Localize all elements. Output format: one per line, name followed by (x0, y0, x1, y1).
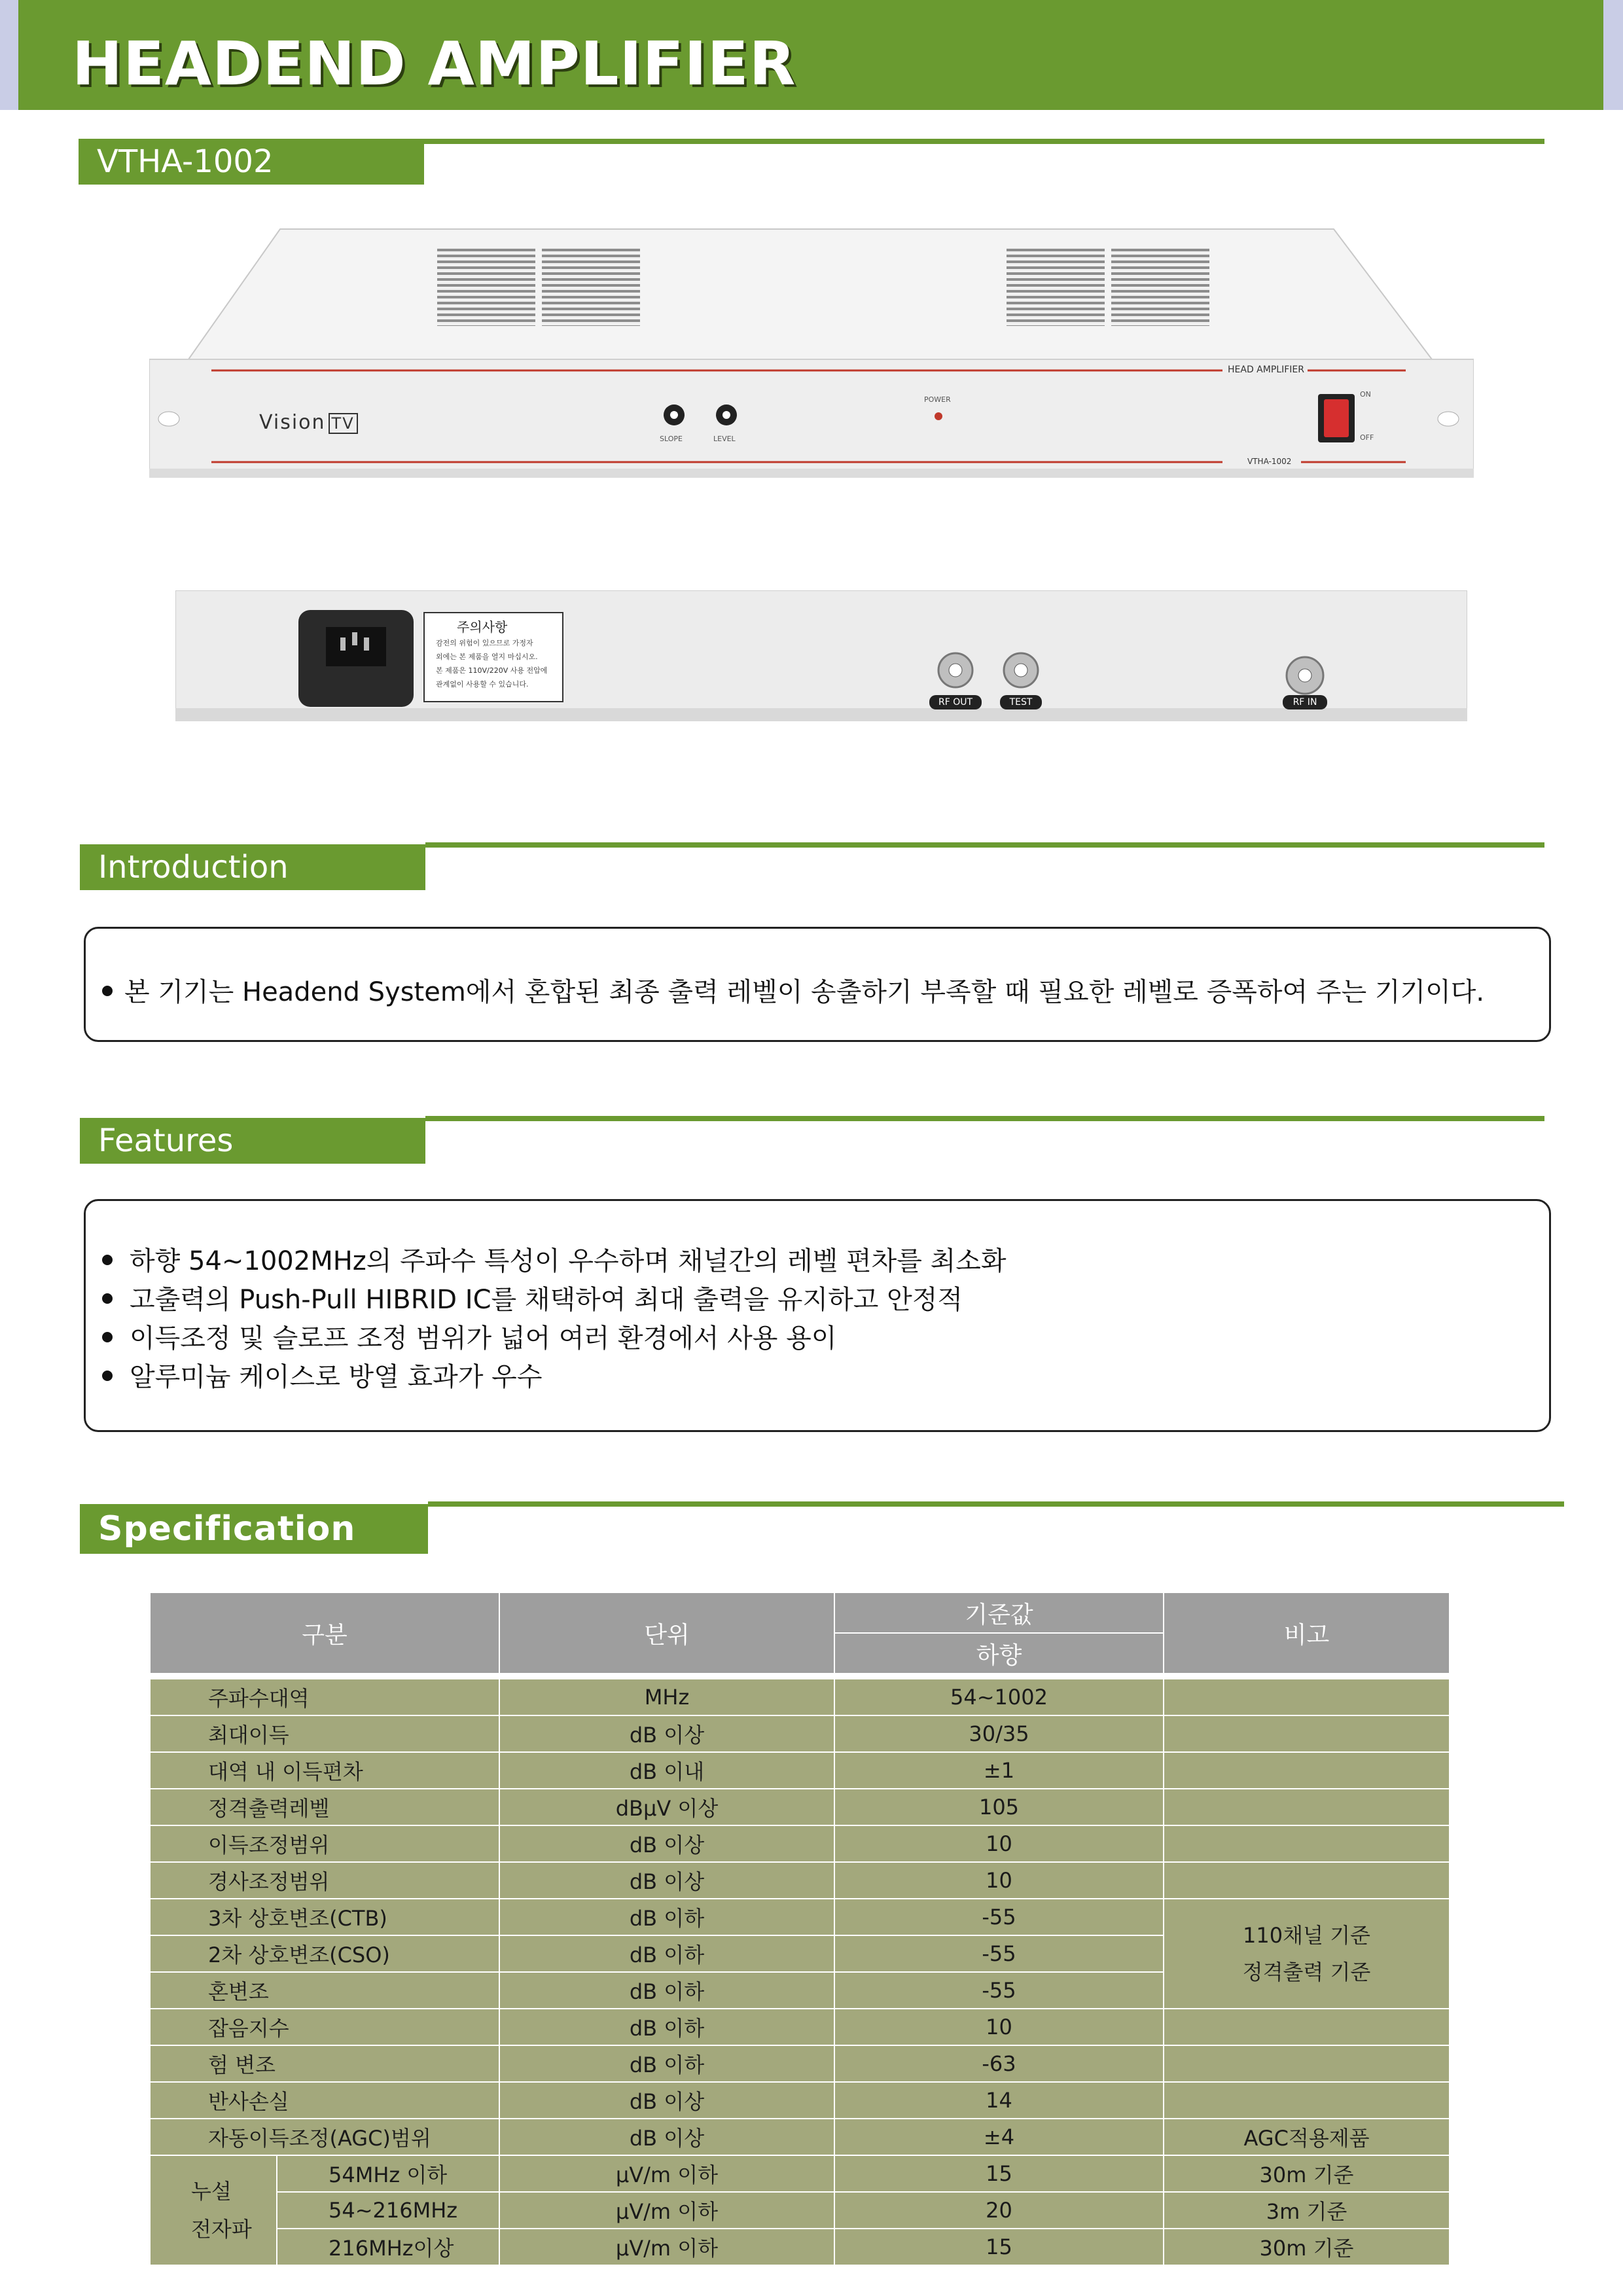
row-note (1164, 1825, 1450, 1862)
page-title: HEADEND AMPLIFIER (72, 29, 796, 99)
model-tab-line (424, 139, 1544, 144)
bullet-icon (102, 1293, 113, 1304)
table-row (150, 1825, 1450, 1862)
row-note-group (1164, 1899, 1450, 2009)
caution-title: 주의사항 (457, 619, 508, 635)
row-note (1164, 1862, 1450, 1899)
table-row (150, 2009, 1450, 2045)
table-row (150, 1862, 1450, 1899)
introduction-sentence: 본 기기는 Headend System에서 혼합된 최종 출력 레벨이 송출하기 부족할 때 필요한 레벨로 증폭하여 주는 기기이다. (124, 977, 1485, 1007)
row-item: 정격출력레벨 (150, 1789, 499, 1825)
row-value: 15 (834, 2155, 1164, 2192)
row-item: 대역 내 이득편차 (150, 1752, 499, 1789)
header-unit: 단위 (499, 1592, 834, 1674)
row-item: 혼변조 (150, 1972, 499, 2009)
feature-text: 알루미늄 케이스로 방열 효과가 우수 (130, 1362, 543, 1392)
row-item: 최대이득 (150, 1715, 499, 1752)
row-unit: dB 이상 (499, 1862, 834, 1899)
front-panel-drawing (149, 225, 1474, 484)
row-value: -55 (834, 1972, 1164, 2009)
table-row (150, 1789, 1450, 1825)
caution-line: 감전의 위험이 있으므로 가정자 (436, 639, 533, 647)
on-label: ON (1360, 390, 1371, 399)
header-downstream: 하향 (834, 1633, 1164, 1674)
bullet-icon (102, 1371, 113, 1381)
row-item: 반사손실 (150, 2082, 499, 2119)
table-row (150, 1715, 1450, 1752)
brand-tv-badge: TV (329, 413, 358, 434)
features-tab-line (425, 1116, 1544, 1121)
leakage-group-label (150, 2155, 277, 2265)
row-unit: dBμV 이상 (499, 1789, 834, 1825)
row-item: 3차 상호변조(CTB) (150, 1899, 499, 1935)
row-note (1164, 1752, 1450, 1789)
row-unit: dB 이하 (499, 2009, 834, 2045)
feature-text: 하향 54~1002MHz의 주파수 특성이 우수하며 채널간의 레벨 편차를 최소화 (130, 1246, 1007, 1276)
power-label: POWER (924, 395, 951, 404)
leakage-band: 54~216MHz (277, 2192, 499, 2229)
row-note: 30m 기준 (1164, 2155, 1450, 2192)
leakage-band: 216MHz이상 (277, 2229, 499, 2265)
feature-text: 이득조정 및 슬로프 조정 범위가 넓어 여러 환경에서 사용 용이 (130, 1323, 837, 1354)
row-value: -63 (834, 2045, 1164, 2082)
caution-line: 외에는 본 제품을 열지 마십시오. (436, 653, 538, 661)
leakage-line: 누설 (191, 2179, 232, 2204)
feature-item (102, 1358, 1007, 1397)
rear-panel-drawing (175, 590, 1467, 725)
row-unit: μV/m 이하 (499, 2192, 834, 2229)
feature-item (102, 1281, 1007, 1319)
brand-text: Vision (259, 411, 326, 434)
specification-tab-line (428, 1501, 1564, 1507)
row-unit: dB 이상 (499, 1715, 834, 1752)
row-item: 험 변조 (150, 2045, 499, 2082)
introduction-tab: Introduction (80, 844, 425, 890)
row-value: 105 (834, 1789, 1164, 1825)
table-row (150, 1752, 1450, 1789)
row-note: AGC적용제품 (1164, 2119, 1450, 2155)
front-panel-brand (259, 411, 358, 434)
row-unit: MHz (499, 1679, 834, 1715)
bullet-icon (102, 986, 113, 996)
test-label: TEST (1000, 695, 1042, 709)
row-note (1164, 2082, 1450, 2119)
feature-item (102, 1319, 1007, 1358)
off-label: OFF (1360, 433, 1374, 442)
slope-label: SLOPE (660, 435, 683, 443)
specification-table (149, 1592, 1450, 2266)
row-value: 10 (834, 1862, 1164, 1899)
row-unit: dB 이내 (499, 1752, 834, 1789)
row-unit: dB 이상 (499, 2119, 834, 2155)
row-value: 54~1002 (834, 1679, 1164, 1715)
row-value: ±1 (834, 1752, 1164, 1789)
row-value: 15 (834, 2229, 1164, 2265)
feature-item (102, 1242, 1007, 1281)
row-item: 2차 상호변조(CSO) (150, 1935, 499, 1972)
row-item: 경사조정범위 (150, 1862, 499, 1899)
specification-tab: Specification (80, 1504, 428, 1554)
table-row (150, 1679, 1450, 1715)
bullet-icon (102, 1255, 113, 1265)
note-group-line: 110채널 기준 (1243, 1923, 1370, 1948)
features-list (102, 1242, 1007, 1397)
table-row (150, 2045, 1450, 2082)
front-panel-image (149, 225, 1474, 484)
leakage-band: 54MHz 이하 (277, 2155, 499, 2192)
row-item: 자동이득조정(AGC)범위 (150, 2119, 499, 2155)
row-note (1164, 2009, 1450, 2045)
row-value: 14 (834, 2082, 1164, 2119)
banner-right-accent (1603, 0, 1623, 110)
row-unit: dB 이하 (499, 1972, 834, 2009)
head-amplifier-label: HEAD AMPLIFIER (1228, 365, 1304, 375)
row-item: 주파수대역 (150, 1679, 499, 1715)
note-group-line: 정격출력 기준 (1242, 1960, 1371, 1984)
bullet-icon (102, 1332, 113, 1342)
front-model-label: VTHA-1002 (1247, 457, 1292, 466)
row-unit: μV/m 이하 (499, 2229, 834, 2265)
row-note (1164, 1715, 1450, 1752)
row-value: -55 (834, 1935, 1164, 1972)
row-note (1164, 1679, 1450, 1715)
caution-line: 본 제품은 110V/220V 사용 전압에 (436, 666, 548, 675)
row-unit: dB 이상 (499, 2082, 834, 2119)
row-unit: dB 이하 (499, 1935, 834, 1972)
header-category: 구분 (150, 1592, 499, 1674)
introduction-tab-line (425, 842, 1544, 848)
row-note (1164, 2045, 1450, 2082)
table-row (150, 2192, 1450, 2229)
rear-panel-image (175, 590, 1467, 725)
rf-out-label: RF OUT (929, 695, 982, 709)
row-item: 잡음지수 (150, 2009, 499, 2045)
table-row (150, 2119, 1450, 2155)
header-standard: 기준값 (834, 1592, 1164, 1633)
feature-text: 고출력의 Push-Pull HIBRID IC를 채택하여 최대 출력을 유지하고 안정적 (130, 1285, 963, 1315)
row-value: 10 (834, 1825, 1164, 1862)
caution-line: 관계없이 사용할 수 있습니다. (436, 680, 529, 689)
row-item: 이득조정범위 (150, 1825, 499, 1862)
row-unit: dB 이상 (499, 1825, 834, 1862)
row-unit: μV/m 이하 (499, 2155, 834, 2192)
row-unit: dB 이하 (499, 1899, 834, 1935)
level-label: LEVEL (713, 435, 736, 443)
banner-left-accent (0, 0, 18, 110)
row-value: ±4 (834, 2119, 1164, 2155)
row-note: 3m 기준 (1164, 2192, 1450, 2229)
row-note (1164, 1789, 1450, 1825)
rf-in-label: RF IN (1283, 695, 1327, 709)
header-note: 비고 (1164, 1592, 1450, 1674)
caution-text (436, 636, 547, 691)
row-value: 10 (834, 2009, 1164, 2045)
table-row (150, 2229, 1450, 2265)
row-value: -55 (834, 1899, 1164, 1935)
row-value: 30/35 (834, 1715, 1164, 1752)
table-row (150, 2155, 1450, 2192)
row-value: 20 (834, 2192, 1164, 2229)
model-tab: VTHA-1002 (79, 139, 424, 185)
introduction-text (102, 971, 1484, 1009)
row-note: 30m 기준 (1164, 2229, 1450, 2265)
table-row (150, 2082, 1450, 2119)
row-unit: dB 이하 (499, 2045, 834, 2082)
table-row (150, 1899, 1450, 1935)
features-tab: Features (80, 1118, 425, 1164)
leakage-line: 전자파 (191, 2217, 252, 2242)
